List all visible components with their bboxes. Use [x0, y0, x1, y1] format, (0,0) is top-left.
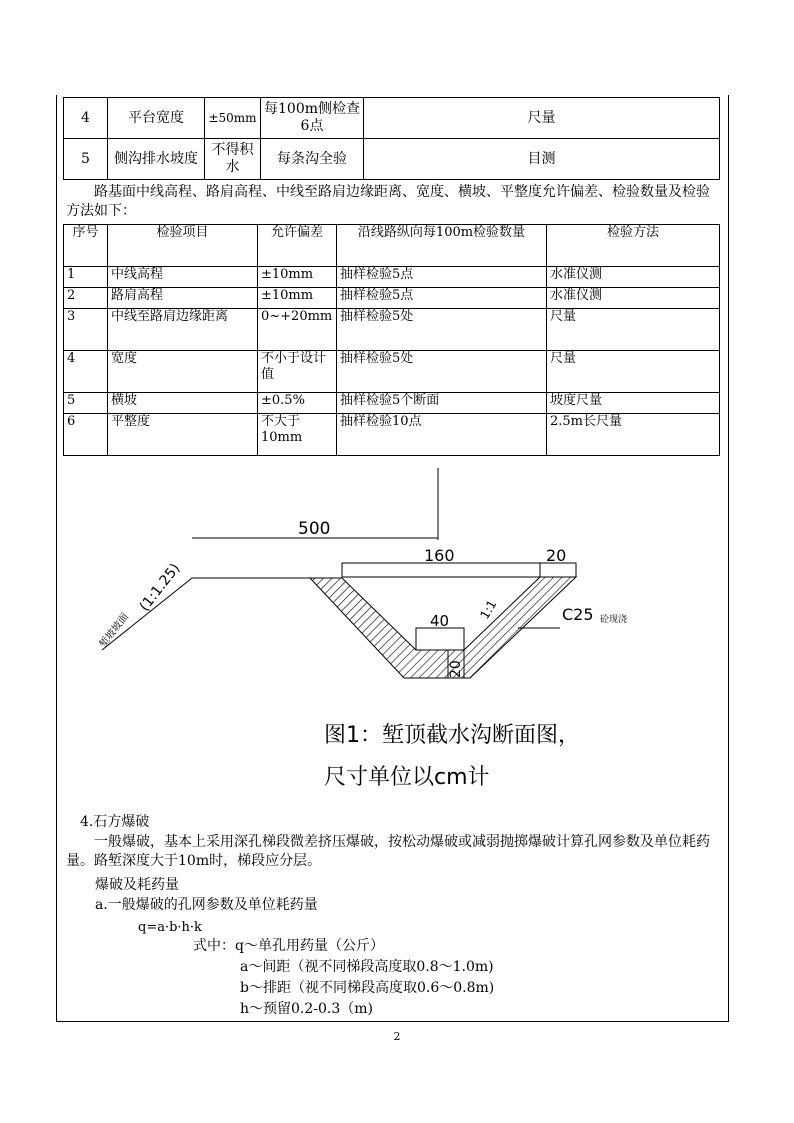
cell-item: 宽度: [108, 351, 258, 393]
slope-ratio-label: 1:1: [477, 597, 500, 622]
def-h: h～预留0.2-0.3（m): [240, 1001, 374, 1017]
cell-method: 尺量: [364, 98, 720, 139]
cell-method: 尺量: [547, 351, 720, 393]
cell-no: 3: [64, 309, 108, 351]
dimension-box-40: [416, 628, 464, 650]
cell-tolerance: 0~+20mm: [258, 309, 337, 351]
header-item: 检验项目: [108, 225, 258, 267]
cell-item: 平台宽度: [108, 98, 205, 139]
material-sub-label: 砼现浇: [600, 615, 628, 625]
cell-no: 4: [64, 351, 108, 393]
section-heading: 4.石方爆破: [80, 814, 150, 830]
dimension-box-160: [342, 563, 540, 577]
cell-method: 水准仪测: [547, 267, 720, 288]
table-row: [64, 351, 720, 393]
dimension-20-top: 20: [546, 546, 567, 565]
material-label: C25: [562, 605, 594, 624]
header-tolerance: 允许偏差: [258, 225, 337, 267]
cell-no: 2: [64, 288, 108, 309]
table-row: [64, 309, 720, 351]
cell-item: 路肩高程: [108, 288, 258, 309]
cell-item: 横坡: [108, 393, 258, 414]
cell-quantity: 抽样检验5处: [337, 351, 547, 393]
header-method: 检验方法: [547, 225, 720, 267]
cell-frequency: 每条沟全验: [261, 139, 364, 180]
cell-tolerance: 不小于设计值: [258, 351, 337, 393]
table-row: [64, 139, 720, 180]
cell-tolerance: 不得积水: [205, 139, 261, 180]
cell-item: 中线至路肩边缘距离: [108, 309, 258, 351]
table-row: [64, 288, 720, 309]
cell-quantity: 抽样检验5点: [337, 267, 547, 288]
dimension-500: 500: [298, 519, 331, 539]
cell-quantity: 抽样检验5个断面: [337, 393, 547, 414]
subheading-params: a.一般爆破的孔网参数及单位耗药量: [95, 897, 318, 913]
cell-tolerance: ±50mm: [205, 98, 261, 139]
cell-no: 5: [64, 139, 108, 180]
cell-method: 目测: [364, 139, 720, 180]
cell-no: 6: [64, 414, 108, 456]
def-a: a～间距（视不同梯段高度取0.8～1.0m): [240, 959, 494, 975]
header-no: 序号: [64, 225, 108, 267]
cell-quantity: 抽样检验10点: [337, 414, 547, 456]
cell-method: 水准仪测: [547, 288, 720, 309]
cell-quantity: 抽样检验5处: [337, 309, 547, 351]
header-quantity: 沿线路纵向每100m检验数量: [337, 225, 547, 267]
figure-caption-line2: 尺寸单位以cm计: [324, 765, 490, 790]
table-row: [64, 414, 720, 456]
subheading-blasting: 爆破及耗药量: [95, 877, 179, 893]
dimension-20-side: 20: [448, 660, 464, 678]
dimension-box-20: [540, 563, 576, 577]
cell-tolerance: ±10mm: [258, 288, 337, 309]
cell-tolerance: ±10mm: [258, 267, 337, 288]
cell-frequency: 每100m侧检查6点: [261, 98, 364, 139]
table-header-row: [64, 225, 720, 267]
section-paragraph: 一般爆破，基本上采用深孔梯段微差挤压爆破，按松动爆破或减弱抛掷爆破计算孔网参数及单位耗药量。路堑深度大于10m时，梯段应分层。: [66, 834, 710, 869]
cell-no: 5: [64, 393, 108, 414]
cell-no: 1: [64, 267, 108, 288]
formula-where: 式中：q～单孔用药量（公斤）: [193, 938, 384, 954]
def-b: b～排距（视不同梯段高度取0.6～0.8m): [240, 980, 495, 996]
dimension-160: 160: [424, 546, 455, 565]
continuation-table: [63, 97, 720, 180]
intro-paragraph: 路基面中线高程、路肩高程、中线至路肩边缘距离、宽度、横坡、平整度允许偏差、检验数量及检验方法如下：: [66, 184, 710, 219]
page-number: 2: [393, 1030, 401, 1043]
cell-item: 侧沟排水坡度: [108, 139, 205, 180]
cell-item: 平整度: [108, 414, 258, 456]
cell-item: 中线高程: [108, 267, 258, 288]
cell-quantity: 抽样检验5点: [337, 288, 547, 309]
formula: q=a·b·h·k: [138, 920, 202, 935]
cell-no: 4: [64, 98, 108, 139]
slope-label: (1:1.25): [136, 560, 184, 615]
spec-table: [63, 224, 720, 456]
ditch-section-figure: [0, 460, 794, 700]
table-row: [64, 393, 720, 414]
cell-method: 坡度尺量: [547, 393, 720, 414]
cell-tolerance: ±0.5%: [258, 393, 337, 414]
table-row: [64, 98, 720, 139]
cell-method: 尺量: [547, 309, 720, 351]
table-row: [64, 267, 720, 288]
cell-tolerance: 不大于10mm: [258, 414, 337, 456]
cell-method: 2.5m长尺量: [547, 414, 720, 456]
dimension-40: 40: [430, 612, 450, 630]
figure-caption-line1: 图1：堑顶截水沟断面图，: [324, 723, 580, 748]
slope-text: 堑坡坡面: [97, 611, 131, 650]
